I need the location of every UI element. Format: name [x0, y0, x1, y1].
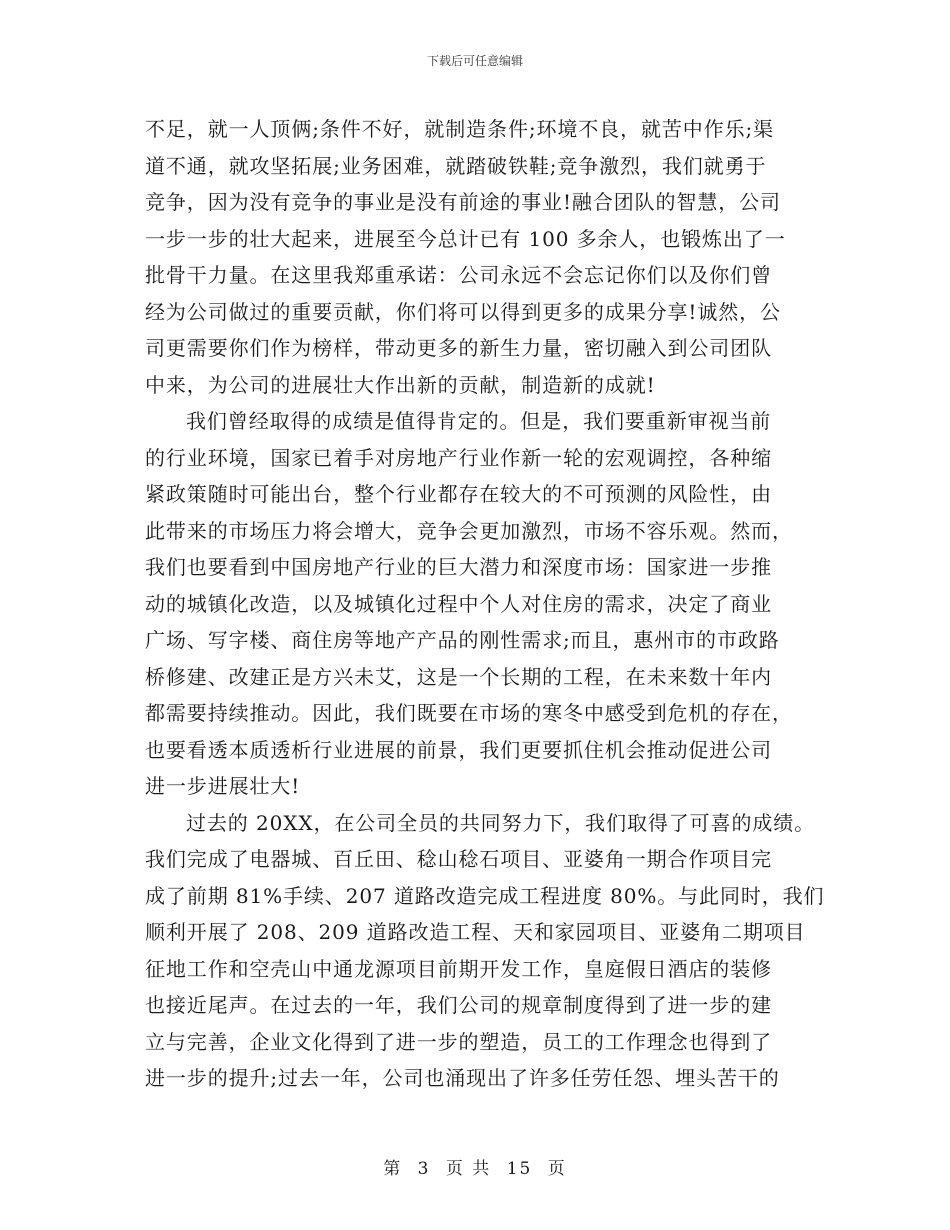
- text-line: 顺利开展了 208、209 道路改造工程、天和家园项目、亚婆角二期项目: [145, 920, 806, 944]
- document-body: [145, 111, 825, 1097]
- text-line: 桥修建、改建正是方兴未艾，这是一个长期的工程，在未来数十年内: [145, 664, 772, 689]
- text-line: 立与完善，企业文化得到了进一步的塑造，员工的工作理念也得到了: [145, 1029, 772, 1054]
- text-line: 我们也要看到中国房地产行业的巨大潜力和深度市场：国家进一步推: [145, 555, 772, 579]
- paragraph-start-line: 我们曾经取得的成绩是值得肯定的。但是，我们要重新审视当前: [186, 409, 772, 433]
- footer-suffix: 页: [547, 1159, 567, 1179]
- text-line: 也接近尾声。在过去的一年，我们公司的规章制度得到了进一步的建: [145, 993, 772, 1017]
- text-line: 不足，就一人顶俩;条件不好，就制造条件;环境不良，就苦中作乐;渠: [145, 117, 775, 141]
- text-line: 也要看透本质透析行业进展的前景，我们更要抓住机会推动促进公司: [145, 737, 772, 762]
- text-line: 动的城镇化改造，以及城镇化过程中个人对住房的需求，决定了商业: [145, 591, 772, 616]
- text-line: 都需要持续推动。因此，我们既要在市场的寒冬中感受到危机的存在，: [145, 701, 793, 725]
- text-line: 进一步进展壮大!: [145, 774, 301, 798]
- paragraph-start-line: 过去的 20XX，在公司全员的共同努力下，我们取得了可喜的成绩。: [186, 810, 816, 835]
- text-line: 一步一步的壮大起来，进展至今总计已有 100 多余人，也锻炼出了一: [145, 226, 786, 251]
- text-line: 此带来的市场压力将会增大，竞争会更加激烈，市场不容乐观。然而，: [145, 518, 793, 543]
- text-line: 进一步的提升;过去一年，公司也涌现出了许多任劳任怨、埋头苦干的: [145, 1066, 780, 1090]
- text-line: 竞争，因为没有竞争的事业是没有前途的事业!融合团队的智慧，公司: [145, 190, 781, 214]
- text-line: 广场、写字楼、商住房等地产产品的刚性需求;而且，惠州市的市政路: [145, 628, 780, 652]
- text-line: 成了前期 81%手续、207 道路改造完成工程进度 80%。与此同时，我们: [145, 883, 825, 908]
- current-page-number: 3: [417, 1159, 431, 1179]
- text-line: 批骨干力量。在这里我郑重承诺：公司永远不会忘记你们以及你们曾: [145, 263, 772, 287]
- text-line: 我们完成了电器城、百丘田、稔山稔石项目、亚婆角一期合作项目完: [145, 847, 772, 871]
- text-line: 征地工作和空壳山中通龙源项目前期开发工作，皇庭假日酒店的装修: [145, 956, 772, 981]
- text-line: 中来，为公司的进展壮大作出新的贡献，制造新的成就!: [145, 372, 656, 397]
- text-line: 紧政策随时可能出台，整个行业都存在较大的不可预测的风险性，由: [145, 482, 772, 506]
- text-line: 司更需要你们作为榜样，带动更多的新生力量，密切融入到公司团队: [145, 336, 772, 360]
- text-line: 的行业环境，国家已着手对房地产行业作新一轮的宏观调控，各种缩: [145, 445, 772, 470]
- total-page-count: 15: [506, 1159, 533, 1179]
- page-footer: [0, 1154, 950, 1179]
- footer-prefix: 第: [383, 1159, 403, 1179]
- page-header: 下载后可任意编辑: [426, 54, 523, 68]
- footer-mid: 页 共: [445, 1159, 492, 1179]
- text-line: 道不通，就攻坚拓展;业务困难，就踏破铁鞋;竞争激烈，我们就勇于: [145, 153, 767, 178]
- text-line: 经为公司做过的重要贡献，你们将可以得到更多的成果分享!诚然，公: [145, 299, 781, 324]
